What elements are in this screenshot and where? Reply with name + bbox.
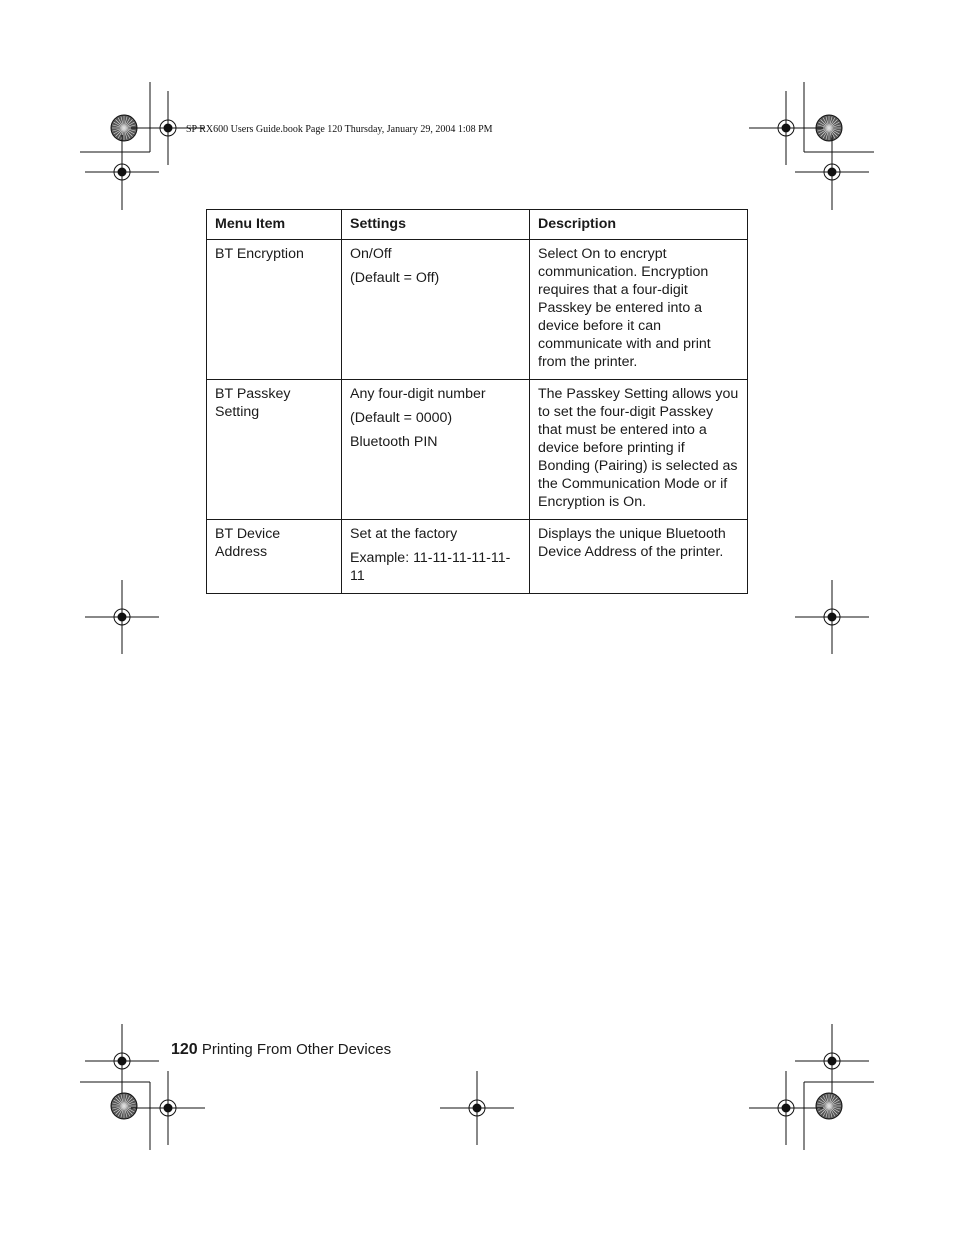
page-footer xyxy=(171,1041,391,1059)
setting-value: (Default = Off) xyxy=(350,270,440,286)
description-cell: Displays the unique Bluetooth Device Address of the printer. xyxy=(530,520,748,594)
registration-dot xyxy=(164,1104,172,1112)
menu-item-cell: BT Passkey Setting xyxy=(207,380,342,520)
table-row xyxy=(207,240,748,380)
print-header: SP RX600 Users Guide.book Page 120 Thursday, January 29, 2004 1:08 PM xyxy=(186,124,493,135)
registration-dot xyxy=(118,1057,126,1065)
table-row xyxy=(207,520,748,594)
registration-dot xyxy=(118,613,126,621)
column-header-menu-item: Menu Item xyxy=(207,210,342,240)
description-cell: Select On to encrypt communication. Encryption requires that a four-digit Passkey be entered into a device before it can communicate with and print from the printer. xyxy=(530,240,748,380)
menu-item-cell: BT Device Address xyxy=(207,520,342,594)
setting-value: Bluetooth PIN xyxy=(350,434,438,450)
table-row xyxy=(207,380,748,520)
page-number: 120 xyxy=(171,1041,198,1058)
registration-dot xyxy=(828,613,836,621)
menu-item-cell: BT Encryption xyxy=(207,240,342,380)
settings-cell xyxy=(342,380,530,520)
setting-value: (Default = 0000) xyxy=(350,410,453,426)
registration-dot xyxy=(782,1104,790,1112)
description-cell: The Passkey Setting allows you to set the four-digit Passkey that must be entered into a device before printing if Bonding (Pairing) is selected as the Communication Mode or if Encryption is On. xyxy=(530,380,748,520)
registration-dot xyxy=(828,1057,836,1065)
settings-table xyxy=(206,209,748,594)
setting-value: Example: 11-11-11-11-11-11 xyxy=(350,550,511,584)
setting-value: Set at the factory xyxy=(350,526,458,542)
section-title: Printing From Other Devices xyxy=(201,1041,392,1058)
setting-value: Any four-digit number xyxy=(350,386,486,402)
column-header-settings: Settings xyxy=(342,210,530,240)
registration-dot xyxy=(782,124,790,132)
registration-dot xyxy=(164,124,172,132)
table-header-row xyxy=(207,210,748,240)
settings-cell xyxy=(342,520,530,594)
column-header-description: Description xyxy=(530,210,748,240)
settings-cell xyxy=(342,240,530,380)
setting-value: On/Off xyxy=(350,246,392,262)
registration-dot xyxy=(473,1104,481,1112)
